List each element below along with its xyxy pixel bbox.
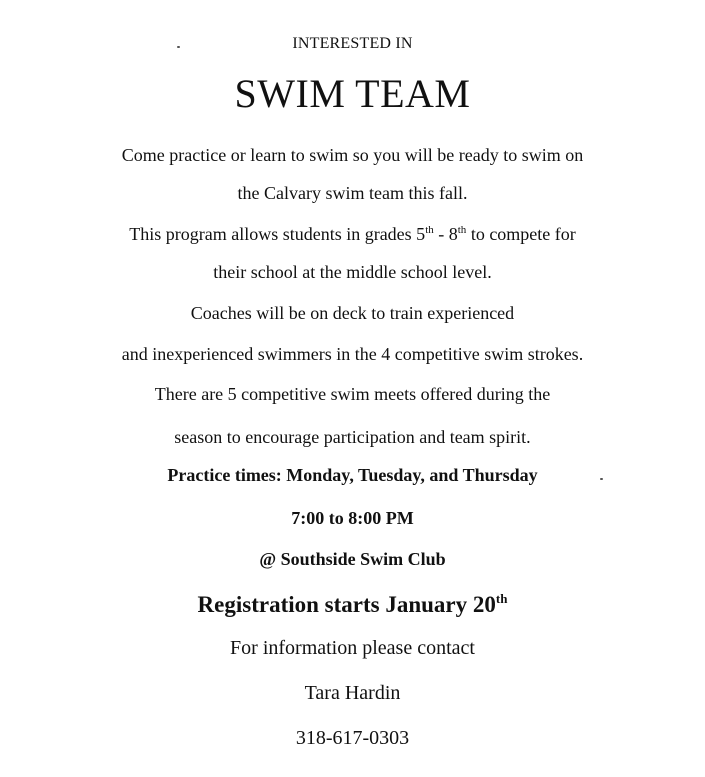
grades-text-start: This program allows students in grades 5 (129, 224, 426, 244)
contact-phone: 318-617-0303 (295, 727, 410, 749)
practice-hours: 7:00 to 8:00 PM (291, 508, 414, 528)
flyer-title: SWIM TEAM (234, 71, 471, 116)
registration-date-suffix: th (495, 591, 508, 606)
grades-text-middle: - 8 (433, 224, 458, 244)
body-line-2: the Calvary swim team this fall. (237, 183, 468, 203)
registration-text: Registration starts January 20 (197, 592, 496, 617)
body-line-6: and inexperienced swimmers in the 4 competitive swim strokes. (121, 344, 584, 364)
grade-8-suffix: th (457, 224, 467, 236)
flyer-kicker: INTERESTED IN (292, 35, 413, 52)
registration-notice (0, 592, 705, 616)
contact-intro: For information please contact (230, 637, 475, 659)
body-line-7: There are 5 competitive swim meets offered during the (154, 384, 551, 404)
contact-name: Tara Hardin (304, 682, 401, 704)
grades-text-end: to compete for (466, 224, 576, 244)
body-line-8: season to encourage participation and team spirit. (174, 427, 531, 447)
body-line-1: Come practice or learn to swim so you will be ready to swim on (121, 145, 584, 165)
body-line-3 (0, 225, 705, 243)
body-line-4: their school at the middle school level. (213, 262, 492, 282)
grade-5-suffix: th (425, 224, 434, 236)
practice-times: Practice times: Monday, Tuesday, and Thursday (167, 465, 538, 485)
body-line-5: Coaches will be on deck to train experienced (190, 303, 515, 323)
practice-location: @ Southside Swim Club (259, 549, 446, 569)
